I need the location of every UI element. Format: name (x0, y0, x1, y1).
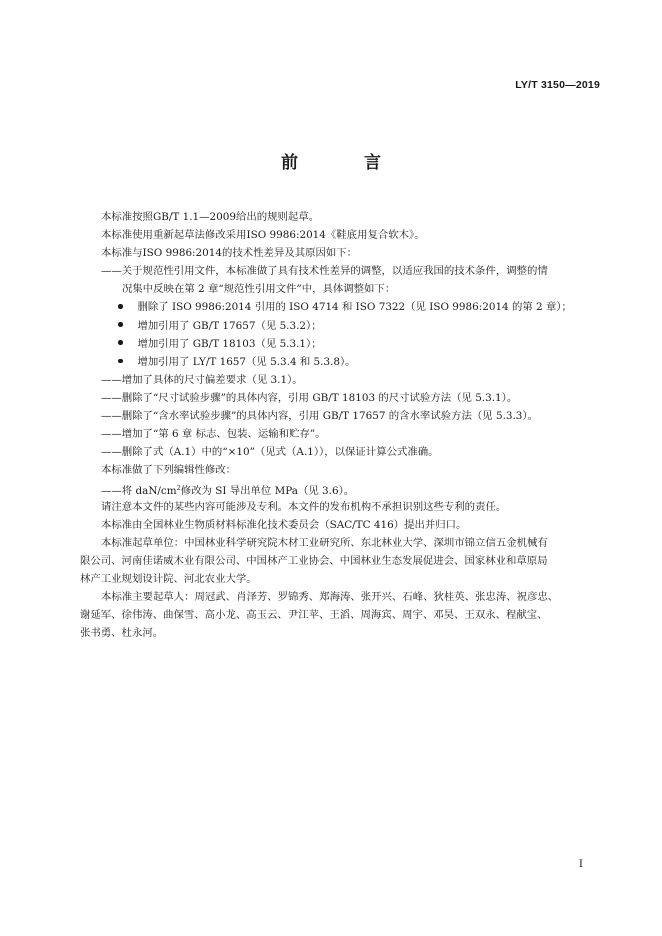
paragraph-editorial-intro: 本标准做了下列编辑性修改： (101, 464, 237, 477)
bullet-icon (118, 340, 123, 345)
bullet-item (80, 335, 594, 353)
paragraph-patent-notice: 请注意本文件的某些内容可能涉及专利。本文件的发布机构不承担识别这些专利的责任。 (101, 500, 507, 513)
bullet-icon (118, 359, 123, 364)
bullet-text: 增加引用了 GB/T 18103（见 5.3.1）； (137, 337, 322, 350)
page-number: I (578, 858, 583, 870)
standard-code: LY/T 3150—2019 (515, 79, 600, 91)
paragraph-adoption-method: 本标准使用重新起草法修改采用ISO 9986:2014《鞋底用复合软木》。 (101, 229, 425, 242)
dash-item-formula-a1: ——删除了式（A.1）中的“×10”（见式（A.1）），以保证计算公式准确。 (101, 446, 439, 459)
unit-superscript: 2 (176, 484, 181, 493)
page-title: 前 言 (281, 153, 411, 173)
paragraph-drafting-units: 本标准起草单位：中国林业科学研究院木材工业研究所、东北林业大学、深圳市锦立信五金机械有 (101, 536, 548, 549)
paragraph-drafters-cont: 张书勇、杜永河。 (80, 627, 164, 640)
dash-item-normative-refs-cont: 况集中反映在第 2 章“规范性引用文件”中，具体调整如下： (122, 283, 396, 296)
paragraph-drafting-units-cont: 林产工业规划设计院、河北农业大学。 (80, 572, 257, 585)
bullet-text: 删除了 ISO 9986:2014 引用的 ISO 4714 和 ISO 7322（见 ISO 9986:2014 的第 2 章）； (137, 301, 572, 314)
paragraph-drafting-units-cont: 限公司、河南佳诺威木业有限公司、中国林产工业协会、中国林业生态发展促进会、国家林业和草原局 (80, 554, 548, 567)
bullet-item (80, 353, 594, 371)
bullet-text: 增加引用了 GB/T 17657（见 5.3.2）； (137, 319, 322, 332)
paragraph-drafters-cont: 谢延军、徐伟涛、曲保雪、高小龙、高玉云、尹江苹、王滔、周海宾、周宇、邓昊、王双永、程献宝、 (80, 609, 548, 622)
bullet-item (80, 298, 594, 316)
paragraph-drafters: 本标准主要起草人：周冠武、肖泽芳、罗锦秀、郑海涛、张开兴、石峰、狄桂英、张忠涛、祝彦忠、 (101, 590, 559, 603)
bullet-icon (118, 322, 123, 327)
bullet-text: 增加引用了 LY/T 1657（见 5.3.4 和 5.3.8）。 (137, 355, 356, 368)
preface-body (80, 208, 594, 642)
dash-item-dimension-test: ——删除了“尺寸试验步骤”的具体内容，引用 GB/T 18103 的尺寸试验方法（见 5.3.1）。 (101, 391, 518, 404)
paragraph-differences-intro: 本标准与ISO 9986:2014的技术性差异及其原因如下： (101, 247, 358, 260)
bullet-item (80, 317, 594, 335)
dash-item-dimension-tolerance: ——增加了具体的尺寸偏差要求（见 3.1）。 (101, 373, 303, 386)
unit-change-post: 修改为 SI 导出单位 MPa（见 3.6）。 (180, 485, 355, 498)
dash-item-chapter-6: ——增加了“第 6 章 标志、包装、运输和贮存”。 (101, 428, 326, 441)
unit-change-pre: ——将 daN/cm (101, 485, 177, 498)
dash-item-normative-refs: ——关于规范性引用文件，本标准做了具有技术性差异的调整，以适应我国的技术条件，调整的情 (101, 265, 548, 278)
paragraph-drafting-rules: 本标准按照GB/T 1.1—2009给出的规则起草。 (101, 211, 320, 223)
dash-item-moisture-test: ——删除了“含水率试验步骤”的具体内容，引用 GB/T 17657 的含水率试验方法（见 5.3.3）。 (101, 410, 538, 423)
paragraph-proposed-by: 本标准由全国林业生物质材料标准化技术委员会（SAC/TC 416）提出并归口。 (101, 518, 467, 531)
bullet-icon (118, 304, 123, 309)
dash-item-unit-change (80, 479, 594, 497)
